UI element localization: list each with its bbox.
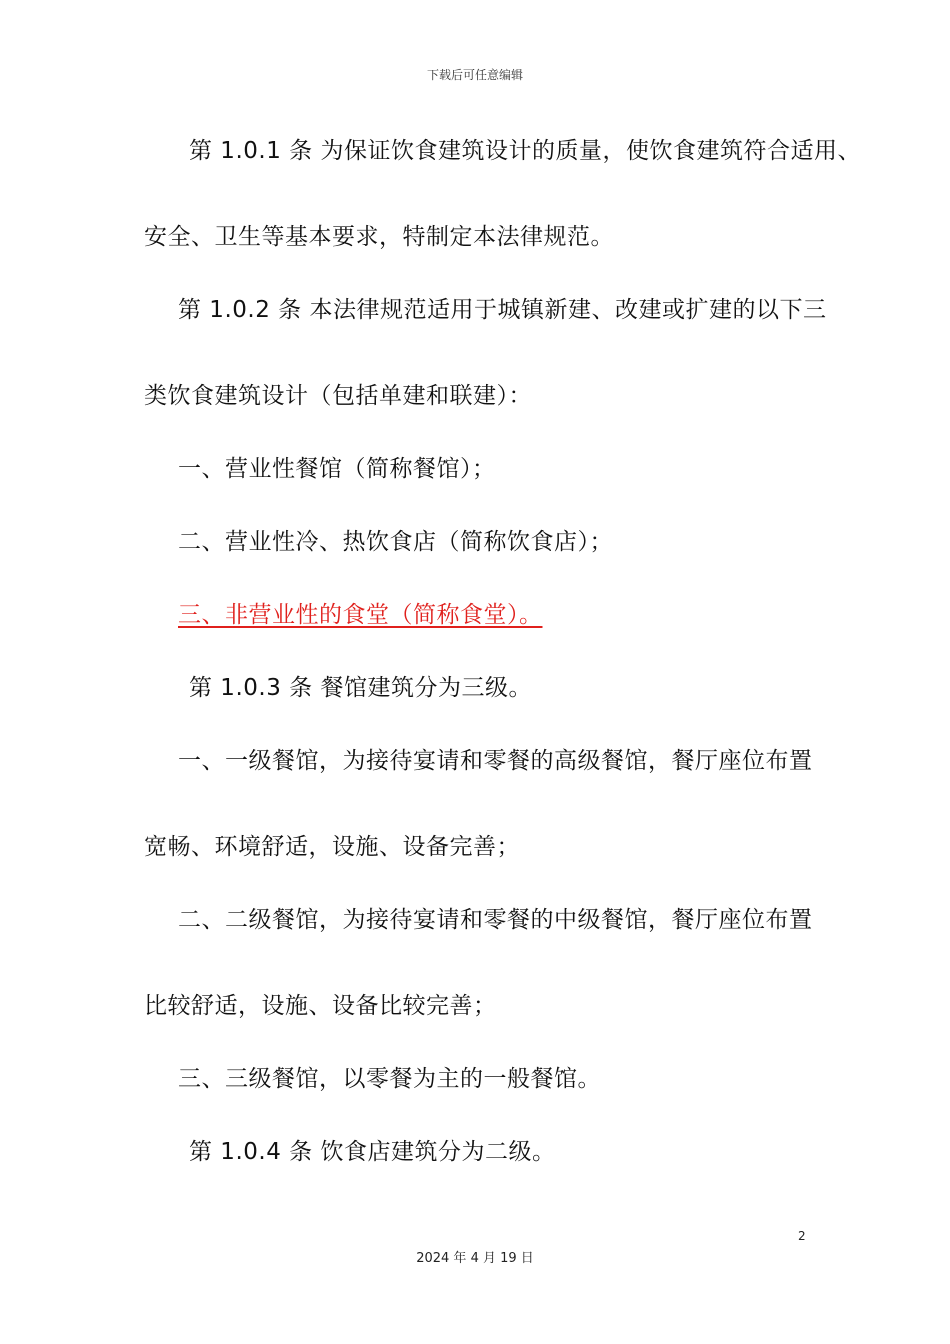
- article-1-0-2-line-2: 类饮食建筑设计（包括单建和联建）：: [144, 383, 532, 409]
- article-1-0-1-line-1: 第 1.0.1 条 为保证饮食建筑设计的质量，使饮食建筑符合适用、: [189, 138, 861, 164]
- grade-3-restaurant-line: 三、三级餐馆，以零餐为主的一般餐馆。: [178, 1066, 601, 1092]
- grade-1-restaurant-line-1: 一、一级餐馆，为接待宴请和零餐的高级餐馆，餐厅座位布置: [178, 748, 813, 774]
- footer-date: 2024 年 4 月 19 日: [416, 1251, 534, 1266]
- article-1-0-3-line: 第 1.0.3 条 餐馆建筑分为三级。: [189, 675, 532, 701]
- grade-2-restaurant-line-1: 二、二级餐馆，为接待宴请和零餐的中级餐馆，餐厅座位布置: [178, 907, 813, 933]
- list-item-drink-shop: 二、营业性冷、热饮食店（简称饮食店）；: [178, 529, 613, 555]
- article-1-0-1-line-2: 安全、卫生等基本要求，特制定本法律规范。: [144, 224, 614, 250]
- page-header: 下载后可任意编辑: [426, 68, 523, 82]
- article-1-0-4-line: 第 1.0.4 条 饮食店建筑分为二级。: [189, 1139, 556, 1165]
- grade-1-restaurant-line-2: 宽畅、环境舒适，设施、设备完善；: [144, 834, 520, 860]
- article-1-0-2-line-1: 第 1.0.2 条 本法律规范适用于城镇新建、改建或扩建的以下三: [178, 297, 827, 323]
- grade-2-restaurant-line-2: 比较舒适，设施、设备比较完善；: [144, 993, 497, 1019]
- page-number: 2: [798, 1229, 806, 1243]
- list-item-canteen-highlighted: 三、非营业性的食堂（简称食堂）。: [178, 602, 543, 628]
- list-item-restaurant: 一、营业性餐馆（简称餐馆）；: [178, 456, 496, 482]
